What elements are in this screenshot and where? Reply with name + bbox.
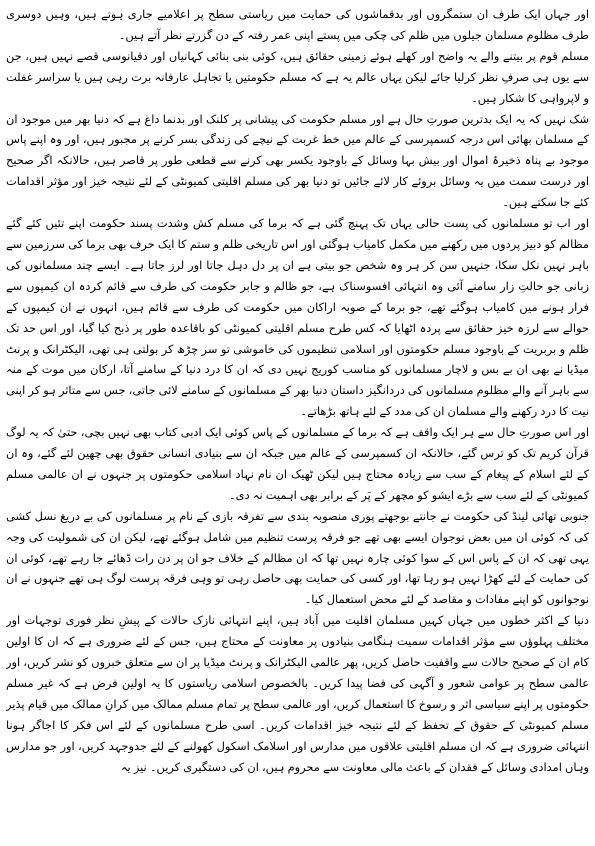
article-paragraph-6: جنوبی تھائی لینڈ کی حکومت نے جانتے بوجھتے پوری منصوبہ بندی سے تفرقہ بازی کے نام پر مسلمانوں کی بے دریغ نسل کشی کی کہ کوئی ان میں بعض نوجوان ایسے بھی تھے جو فرقہ پرست تنظیم میں شامل ہوگئے تھے، لیکن ان کی شمولیت کی وجہ یہی تھی کہ ان کے پاس اس کے سوا کوئی چارہ نہیں تھا کہ ان مظالم کے خلاف جو ان پر دن رات ڈھائے جا رہے تھے، کوئی ان کی حمایت کے لئے کھڑا نہیں ہو رہا تھا، اور کسی کی حمایت بھی حاصل رہی تو وہی فرقہ پرست لوگ ہی تھے جنہوں نے ان نوجوانوں کو اپنے مفادات و مقاصد کے لئے محض استعمال کیا۔ xyxy=(6,508,589,607)
article-paragraph-2: مسلم قوم پر بیتنے والے یہ واضح اور کھلے ہوئے زمینی حقائق ہیں، کوئی بنی بنائی کہانیاں اور دقیانوسی قصے نہیں ہیں، جن سے یوں ہی صرفِ نظر کرلیا جائے لیکن یہاں عالم یہ ہے کہ مسلم حکومتیں یا تجاہل عارفانہ برت رہی ہیں یا سراسر غفلت و لاپرواہی کا شکار ہیں۔ xyxy=(6,48,589,105)
article-paragraph-4: اور اب تو مسلمانوں کی پست حالی یہاں تک پہنچ گئی ہے کہ برما کی مسلم کش وشدت پسند حکومت اپنے تئیں کئے گئے مظالم کو دبیز پردوں میں رکھنے میں مکمل کامیاب ہوگئی اور اس تاریخی ظلم و ستم کا ایک حرف بھی برما کی سرزمین سے باہر نہیں نکل سکا، جنہیں سن کر ہر وہ شخص جو بیتی ہے ان پر دل دہل جاتا اور لرز جاتا ہے۔ ایسے چند مسلمانوں کی زبانی جو حالتِ زار سامنے آئی وہ انتہائی افسوسناک ہے، جو ظالم و جابر حکومت کی طرف سے قائم کردہ ان کیمپوں سے فرار ہونے میں کامیاب ہوگئے تھے، جو برما کے صوبہ اراکان میں حکومت کی طرف سے قائم ہیں، انہوں نے ان کیمپوں کے حوالے سے لرزہ خیز حقائق سے پردہ اٹھایا کہ کس طرح مسلم اقلیتی کمیونٹی کو باقاعدہ طور پر ذبح کیا گیا، اور اس حد تک ظلم و بربریت کے باوجود مسلم حکومتوں اور اسلامی تنظیموں کی خاموشی تو سر چڑھ کر بولتی ہی تھی، الیکٹرانک و پرنٹ میڈیا نے بھی ان بے بس و لاچار مسلمانوں کو مناسب کوریج نہیں دی کہ ان کا درد دنیا کے سامنے آتا، ارکان میں موت کے منہ سے باہر آنے والے مظلوم مسلمانوں کی دردانگیز داستان دنیا بھر کے مسلمانوں کے سامنے لائی جاتی، جس سے متاثر ہو کر اپنی نیت کا درد رکھنے والے مسلمان ان کی مدد کے لئے ہاتھ بڑھاتے۔ xyxy=(6,216,589,419)
article-paragraph-7: دنیا کے اکثر خطوں میں جہاں کہیں مسلمان اقلیت میں آباد ہیں، اپنے انتہائی نازک حالات کے پیشِ نظر فوری توجہات اور مختلف پہلوؤں سے مؤثر اقدامات سمیت ہنگامی بنیادوں پر معاونت کے محتاج ہیں، جس کے لئے ضروری ہے کہ ان کا اولین کام ان کے صحیح حالات سے واقفیت حاصل کریں، پھر عالمی الیکٹرانک و پرنٹ میڈیا پر ان سے متعلق خبروں کو نشر کریں، اور عالمی سطح پر عوامی شعور و آگہی کی فضا پیدا کریں۔ بالخصوص اسلامی ریاستوں کا یہ اولین فرض ہے کہ غیر مسلم حکومتوں پر اپنے سیاسی اثر و رسوخ کا استعمال کریں، اور عالمی سطح پر تمام مسلم ممالک میں کرانِ ممالک میں قیام پذیر مسلم کمیونٹی کے حقوق کے تحفظ کے لئے نتیجہ خیز اقدامات کریں۔ اسی طرح مسلمانوں کے لئے اس فکر کا اجاگر ہونا انتہائی ضروری ہے کہ ان مسلم اقلیتی علاقوں میں مدارس اور اسلامک اسکول کھولنے کے لئے جدوجہد کریں، اور جو مدارس وہاں امدادی وسائل کے فقدان کے باعث مالی معاونت سے محروم ہیں، ان کی دستگیری کریں۔ نیز یہ xyxy=(6,613,589,774)
article-paragraph-1: اور جہاں ایک طرف ان ستمگروں اور بدقماشوں کی حمایت میں ریاستی سطح پر اعلامیے جاری ہوتے ہیں، وہیں دوسری طرف مظلوم مسلمان جیلوں میں ظلم کی چکی میں پستے اپنی عمر رفتہ کے دن گزرتے نظر آتے ہیں۔ xyxy=(6,7,589,42)
article-paragraph-3: شک نہیں کہ یہ ایک بدترین صورتِ حال ہے اور مسلم حکومت کی پیشانی پر کلنک اور بدنما داغ ہے کہ دنیا بھر میں موجود ان کے مسلمان بھائی اس درجہ کسمپرسی کے عالم میں خط غربت کے نیچے کی زندگی بسر کرنے پر مجبور ہیں، اور وہ اپنے پاس موجود بے پناہ ذخیرۂ اموال اور بیش بہا وسائل کے باوجود یکسر بھی کرنے سے قطعی طور پر قاصر ہیں، حالانکہ اگر صحیح اور درست سمت میں یہ وسائل بروئے کار لائے جائیں تو دنیا بھر کی مسلم اقلیتی کمیونٹی کے لئے نتیجہ خیز اور مؤثر اقدامات کئے جا سکتے ہیں۔ xyxy=(6,111,589,210)
urdu-article-page xyxy=(6,4,589,842)
article-paragraph-5: اور اس صورتِ حال سے ہر ایک واقف ہے کہ برما کے مسلمانوں کے پاس کوئی ایک ادبی کتاب بھی نہیں بچی، حتیٰ کہ یہ لوگ قرآن کریم تک کو ترس گئے، حالانکہ ان کسمپرسی کے عالم میں جبکہ ان سے بنیادی انسانی حقوق بھی چھین لئے گئے، وہ ان کے لئے اسلام کے پیغام کے سب سے زیادہ محتاج ہیں لیکن ٹھیک ان نام نہاد اسلامی حکومتوں پر جنہوں نے ان عالمی مسلم کمیونٹی کے لئے سب سے بڑے ایشو کو مچھر کے پَر کے برابر بھی اہمیت نہ دی۔ xyxy=(6,425,589,502)
